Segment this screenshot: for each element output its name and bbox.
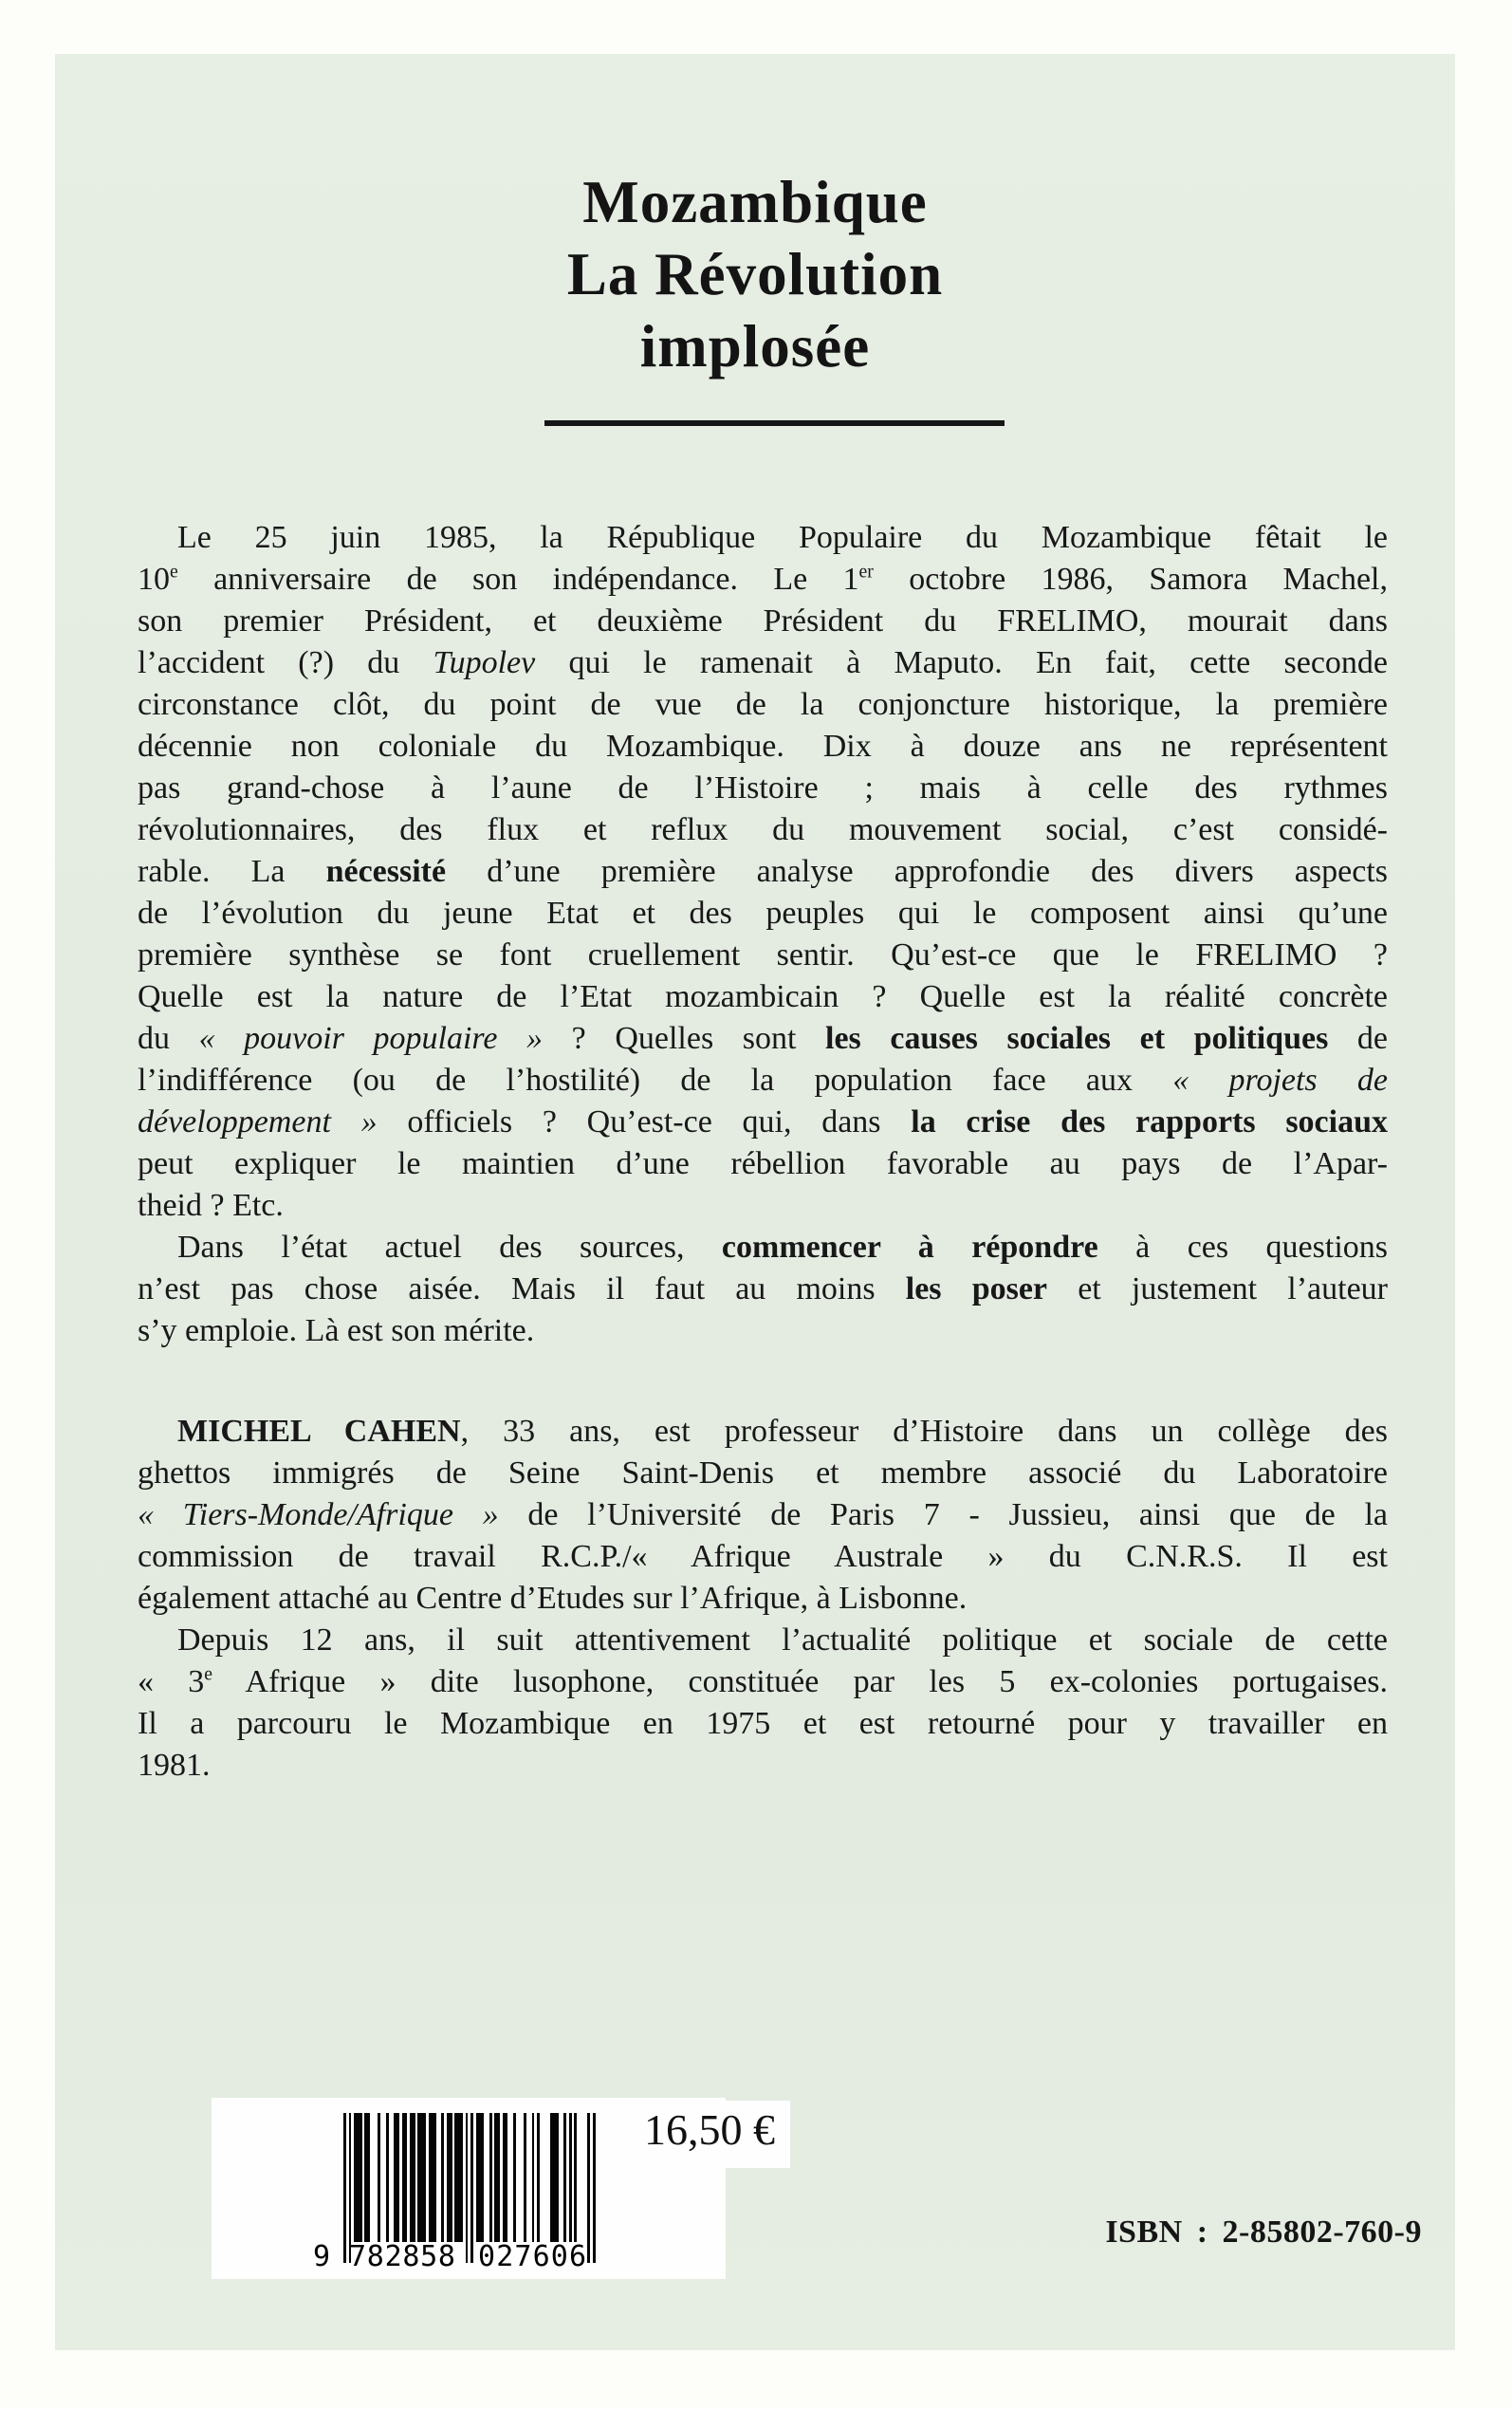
barcode-digit: 0 <box>550 2240 568 2273</box>
text-line: 1981. <box>138 1748 211 1783</box>
text-line: theid ? Etc. <box>138 1188 284 1223</box>
barcode-digit: 7 <box>349 2240 367 2273</box>
barcode-digit: 6 <box>568 2240 586 2273</box>
synopsis <box>138 517 1388 1352</box>
text-line: n’est pas chose aisée. Mais il faut au moins les poser et justement l’auteur <box>138 1271 1388 1306</box>
barcode-digit: 0 <box>478 2240 496 2273</box>
text-line: l’indifférence (ou de l’hostilité) de la population face aux « projets de <box>138 1063 1388 1098</box>
text-line: commission de travail R.C.P./« Afrique Australe » du C.N.R.S. Il est <box>138 1539 1388 1574</box>
text-line: décennie non coloniale du Mozambique. Dix à douze ans ne représentent <box>138 729 1388 764</box>
isbn-label: ISBN : 2-85802-760-9 <box>1105 2214 1422 2250</box>
title-line: La Révolution <box>566 241 944 307</box>
synopsis-paragraph-1 <box>138 517 1388 1227</box>
author-bio <box>138 1411 1388 1787</box>
barcode-digit: 2 <box>496 2240 514 2273</box>
barcode-digit-lead: 9 <box>313 2240 331 2273</box>
text-line: révolutionnaires, des flux et reflux du mouvement social, c’est considé- <box>138 812 1388 847</box>
text-line: « 3e Afrique » dite lusophone, constituée par les 5 ex-colonies portugaises. <box>138 1663 1389 1699</box>
text-line: son premier Président, et deuxième Président du FRELIMO, mourait dans <box>138 603 1388 639</box>
synopsis-paragraph-2 <box>138 1227 1388 1352</box>
text-line: 10e anniversaire de son indépendance. Le 1er octobre 1986, Samora Machel, <box>138 561 1389 597</box>
text-line: pas grand-chose à l’aune de l’Histoire ; mais à celle des rythmes <box>138 770 1388 806</box>
barcode-digit: 8 <box>366 2240 384 2273</box>
barcode-digit: 8 <box>402 2240 420 2273</box>
text-line: circonstance clôt, du point de vue de la conjoncture historique, la première <box>138 687 1388 722</box>
text-line: « Tiers-Monde/Afrique » de l’Université de Paris 7 - Jussieu, ainsi que de la <box>138 1497 1388 1532</box>
text-line: Quelle est la nature de l’Etat mozambicain ? Quelle est la réalité concrète <box>138 979 1388 1014</box>
barcode-digit: 6 <box>532 2240 550 2273</box>
barcode-digit-group <box>478 2240 586 2273</box>
text-line: Dans l’état actuel des sources, commencer à répondre à ces questions <box>177 1230 1388 1265</box>
barcode-digit: 2 <box>384 2240 402 2273</box>
price-label <box>621 2101 790 2168</box>
text-line: développement » officiels ? Qu’est-ce qui, dans la crise des rapports sociaux <box>138 1104 1388 1140</box>
text-line: ghettos immigrés de Seine Saint-Denis et membre associé du Laboratoire <box>138 1455 1388 1491</box>
bio-paragraph-2 <box>138 1620 1388 1787</box>
text-line: Il a parcouru le Mozambique en 1975 et est retourné pour y travailler en <box>138 1706 1388 1741</box>
title-line: Mozambique <box>582 169 928 235</box>
text-line: de l’évolution du jeune Etat et des peuples qui le composent ainsi qu’une <box>138 896 1388 931</box>
barcode-digit: 7 <box>514 2240 532 2273</box>
text-line: Le 25 juin 1985, la République Populaire du Mozambique fêtait le <box>177 520 1388 555</box>
text-line: rable. La nécessité d’une première analyse approfondie des divers aspects <box>138 854 1388 889</box>
barcode-digit-group <box>349 2240 455 2273</box>
book-title <box>55 166 1455 382</box>
text-line: du « pouvoir populaire » ? Quelles sont les causes sociales et politiques de <box>138 1021 1388 1056</box>
bio-paragraph-1 <box>138 1411 1388 1620</box>
barcode-digit: 8 <box>437 2240 455 2273</box>
text-line: également attaché au Centre d’Etudes sur l’Afrique, à Lisbonne. <box>138 1581 968 1616</box>
title-line: implosée <box>639 313 871 380</box>
price-value: 16,50 € <box>644 2105 775 2154</box>
cover-panel <box>55 54 1455 2350</box>
barcode-digits <box>313 2240 596 2274</box>
text-line: l’accident (?) du Tupolev qui le ramenait à Maputo. En fait, cette seconde <box>138 645 1388 680</box>
text-line: MICHEL CAHEN, 33 ans, est professeur d’Histoire dans un collège des <box>177 1414 1388 1449</box>
title-divider <box>544 420 1005 426</box>
text-line: peut expliquer le maintien d’une rébellion favorable au pays de l’Apar- <box>138 1146 1388 1181</box>
text-line: Depuis 12 ans, il suit attentivement l’actualité politique et sociale de cette <box>177 1622 1388 1658</box>
barcode-digit: 5 <box>420 2240 438 2273</box>
text-line: s’y emploie. Là est son mérite. <box>138 1313 535 1348</box>
text-line: première synthèse se font cruellement sentir. Qu’est-ce que le FRELIMO ? <box>138 937 1388 973</box>
